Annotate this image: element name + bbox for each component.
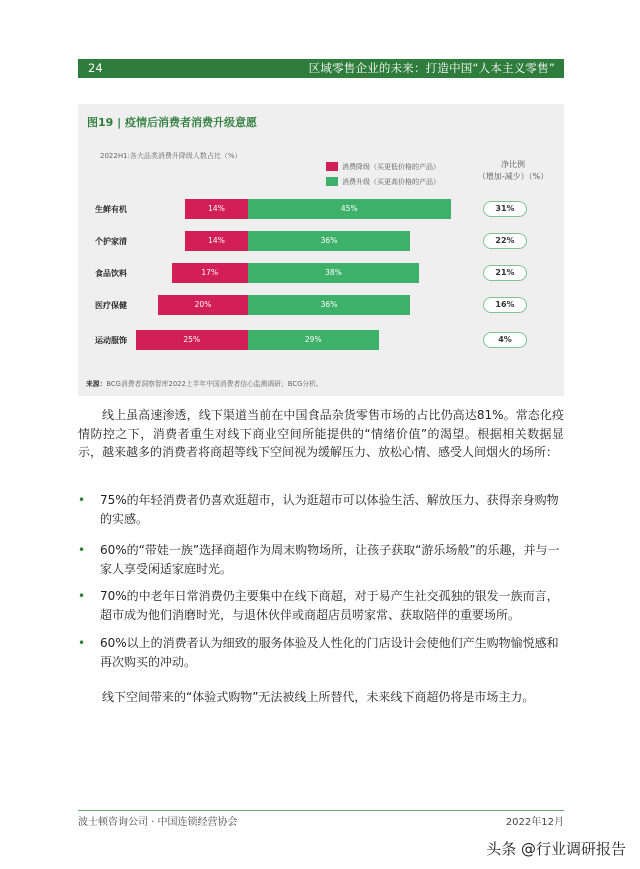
closing-paragraph: 线下空间带来的“体验式购物”无法被线上所替代，未来线下商超仍将是市场主力。 [102, 690, 535, 704]
bullet-text: 70%的中老年日常消费仍主要集中在线下商超，对于易产生社交孤独的银发一族而言，超市成为他们消磨时光，与退休伙伴或商超店员唠家常、获取陪伴的重要场所。 [100, 589, 559, 622]
legend-swatch-downgrade [326, 162, 338, 171]
bullet-text: 60%以上的消费者认为细致的服务体验及人性化的门店设计会使他们产生购物愉悦感和再次购买的冲动。 [100, 636, 559, 669]
figure-subtitle: 2022H1:各大品类消费升降级人数占比（%） [100, 152, 242, 160]
page-number: 24 [88, 61, 103, 75]
bullet-dot: • [78, 543, 86, 557]
body-paragraph: 线上虽高速渗透，线下渠道当前在中国食品杂货零售市场的占比仍高达81%。常态化疫情防控之下，消费者重生对线下商业空间所能提供的“情绪价值”的渴望。根据相关数据显示，越来越多的消费者将商超等线下空间视为缓解压力、放松心情、感受人间烟火的场所： [78, 408, 564, 459]
net-ratio-header [463, 159, 563, 183]
bullet-text: 75%的年轻消费者仍喜欢逛超市，认为逛超市可以体验生活、解放压力、获得亲身购物的实感。 [100, 493, 559, 526]
footer-divider [78, 810, 564, 811]
bar-downgrade: 14% [185, 199, 248, 219]
watermark-text: 头条 @行业调研报告 [486, 840, 626, 858]
source-label: 来源： [86, 380, 107, 388]
bullet-dot: • [78, 493, 86, 507]
footer-publisher: 波士顿咨询公司 · 中国连锁经营协会 [78, 817, 238, 828]
category-label: 医疗保健 [95, 301, 127, 310]
net-ratio-badge: 31% [483, 201, 527, 217]
net-ratio-badge: 16% [483, 297, 527, 313]
chart-legend [326, 159, 440, 189]
header-bar [78, 59, 564, 78]
net-ratio-header-line2: （增加-减少）（%） [477, 172, 549, 181]
header-title: 区域零售企业的未来：打造中国“人本主义零售” [308, 61, 555, 75]
bullet-dot: • [78, 589, 86, 603]
figure-source [86, 378, 323, 388]
bullet-text: 60%的“带娃一族”选择商超作为周末购物场所，让孩子获取“游乐场般”的乐趣，并与一家人享受闲适家庭时光。 [100, 543, 560, 576]
bar-upgrade: 29% [248, 330, 379, 350]
category-label: 生鲜有机 [95, 205, 127, 214]
bar-downgrade: 25% [136, 330, 249, 350]
net-ratio-badge: 21% [483, 265, 527, 281]
legend-label-upgrade: 消费升级（买更高价格的产品） [342, 177, 440, 186]
legend-swatch-upgrade [326, 177, 338, 186]
category-label: 个护家清 [95, 237, 127, 246]
net-ratio-badge: 4% [483, 332, 527, 348]
bar-upgrade: 36% [248, 231, 410, 251]
bar-downgrade: 14% [185, 231, 248, 251]
footer-date: 2022年12月 [505, 817, 564, 828]
net-ratio-badge: 22% [483, 233, 527, 249]
category-label: 运动服饰 [95, 336, 127, 345]
legend-item-upgrade [326, 174, 440, 189]
bar-downgrade: 17% [172, 263, 249, 283]
bar-upgrade: 45% [248, 199, 451, 219]
figure-title: 图19 | 疫情后消费者消费升级意愿 [87, 116, 257, 129]
bullet-dot: • [78, 636, 86, 650]
bar-upgrade: 36% [248, 295, 410, 315]
figure-panel [78, 104, 564, 396]
legend-label-downgrade: 消费降级（买更低价格的产品） [342, 162, 440, 171]
bar-downgrade: 20% [158, 295, 248, 315]
net-ratio-header-line1: 净比例 [501, 160, 525, 169]
source-text: BCG消费者洞察智库2022上半年中国消费者信心监测调研；BCG分析。 [106, 380, 323, 388]
legend-item-downgrade [326, 159, 440, 174]
bar-upgrade: 38% [248, 263, 419, 283]
category-label: 食品饮料 [95, 269, 127, 278]
